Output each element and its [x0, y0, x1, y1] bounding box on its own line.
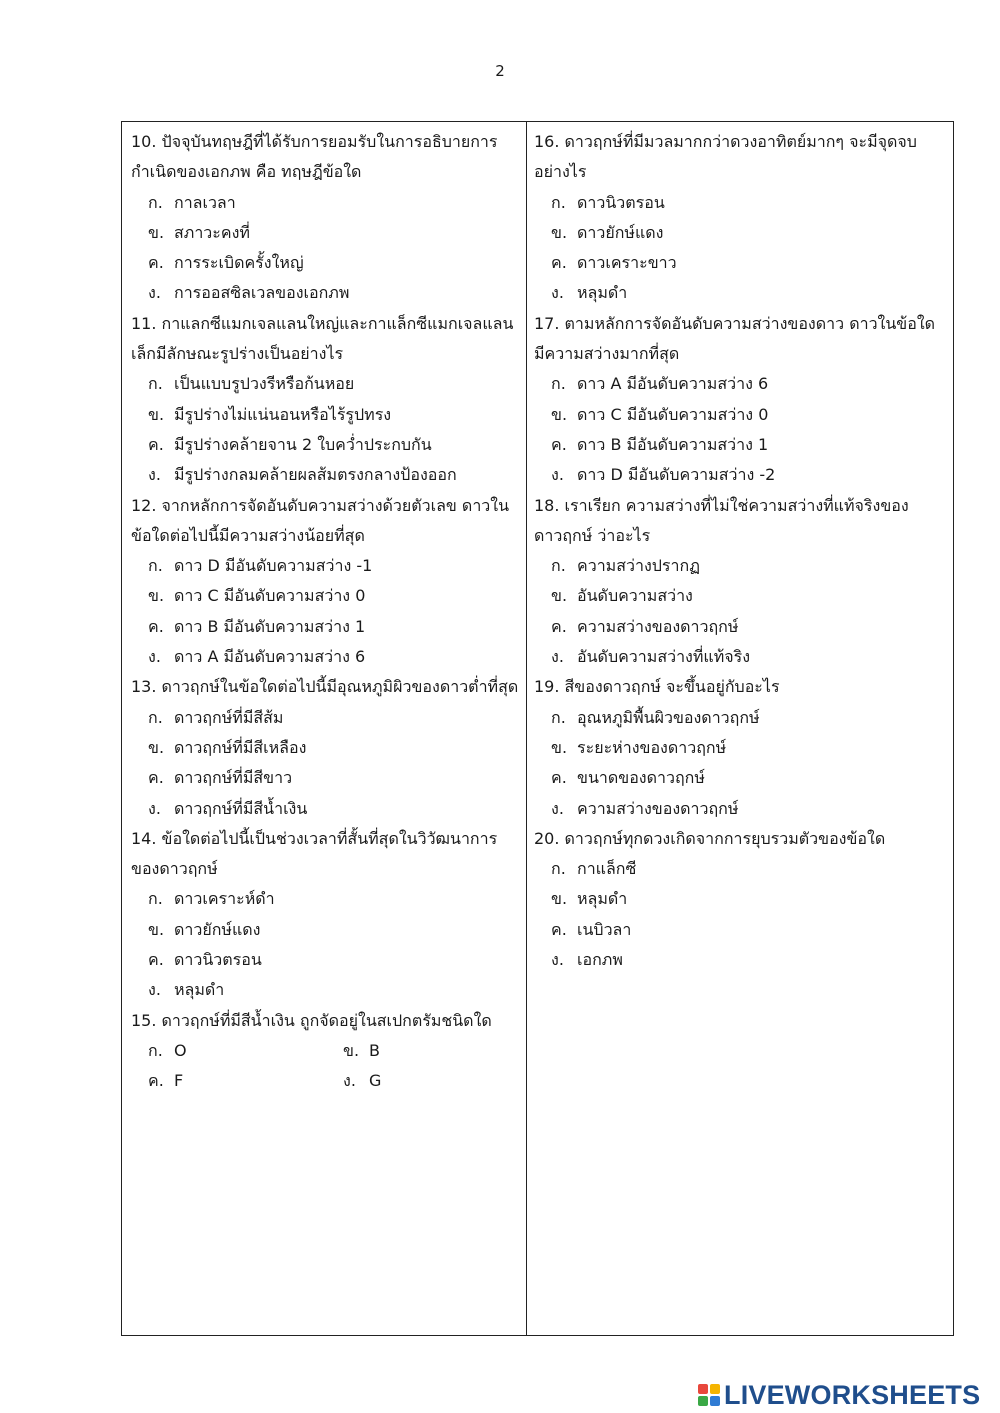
right-column	[534, 127, 944, 975]
question-text: 19. สีของดาวฤกษ์ จะขึ้นอยู่กับอะไร	[534, 677, 780, 697]
option-text: ดาว C มีอันดับความสว่าง 0	[577, 404, 769, 424]
answer-option	[131, 188, 521, 218]
option-text: ดาว B มีอันดับความสว่าง 1	[174, 616, 366, 636]
answer-option	[131, 975, 521, 1005]
question-item	[131, 672, 521, 823]
option-text: G	[369, 1071, 382, 1091]
option-letter: ก.	[148, 192, 163, 212]
option-text: ดาวยักษ์แดง	[174, 919, 261, 939]
question-text: 16. ดาวฤกษ์ที่มีมวลมากกว่าดวงอาทิตย์มากๆ จะมีจุดจบอย่างไร	[534, 132, 917, 182]
logo-square-4	[710, 1396, 720, 1406]
option-text: กาแล็กซี	[577, 859, 637, 879]
answer-option	[534, 278, 944, 308]
option-text: มีรูปร่างไม่แน่นอนหรือไร้รูปทรง	[174, 404, 392, 424]
answer-option	[534, 612, 944, 642]
option-letter: ง.	[148, 465, 161, 485]
option-text: O	[174, 1040, 187, 1060]
liveworksheets-logo[interactable]	[698, 1379, 980, 1411]
option-letter: ข.	[551, 404, 568, 424]
answer-option	[131, 1036, 326, 1066]
option-text: ความสว่างของดาวฤกษ์	[577, 798, 739, 818]
answer-option	[534, 581, 944, 611]
answer-option	[131, 460, 521, 490]
question-item	[534, 824, 944, 975]
option-text: ดาว A มีอันดับความสว่าง 6	[174, 647, 366, 667]
question-item	[534, 127, 944, 309]
option-text: ความสว่างปรากฏ	[577, 556, 700, 576]
option-letter: ข.	[343, 1040, 360, 1060]
option-letter: ข.	[551, 737, 568, 757]
option-letter: ง.	[148, 283, 161, 303]
answer-option	[131, 278, 521, 308]
option-letter: ก.	[148, 556, 163, 576]
option-letter: ค.	[551, 253, 567, 273]
option-text: การระเบิดครั้งใหญ่	[174, 253, 304, 273]
question-text: 20. ดาวฤกษ์ทุกดวงเกิดจากการยุบรวมตัวของข้อใด	[534, 828, 886, 848]
option-text: ดาว D มีอันดับความสว่าง -2	[577, 465, 776, 485]
option-letter: ง.	[551, 798, 564, 818]
page-number: 2	[495, 62, 505, 80]
option-letter: ก.	[148, 707, 163, 727]
option-letter: ค.	[551, 616, 567, 636]
answer-option	[534, 854, 944, 884]
option-text: เอกภพ	[577, 950, 623, 970]
option-text: ดาวยักษ์แดง	[577, 222, 664, 242]
answer-option	[534, 884, 944, 914]
answer-option	[131, 612, 521, 642]
question-text: 10. ปัจจุบันทฤษฎีที่ได้รับการยอมรับในการอธิบายการกำเนิดของเอกภพ คือ ทฤษฎีข้อใด	[131, 132, 498, 182]
answer-option	[131, 794, 521, 824]
answer-option	[326, 1036, 521, 1066]
answer-option	[534, 460, 944, 490]
answer-option	[534, 430, 944, 460]
answer-option	[131, 218, 521, 248]
option-letter: ง.	[551, 283, 564, 303]
option-letter: ง.	[551, 950, 564, 970]
question-item	[131, 824, 521, 1006]
option-letter: ง.	[148, 647, 161, 667]
option-letter: ค.	[148, 253, 164, 273]
answer-option	[534, 703, 944, 733]
question-table	[121, 121, 954, 1336]
option-letter: ง.	[551, 465, 564, 485]
logo-square-2	[710, 1384, 720, 1394]
option-text: สภาวะคงที่	[174, 222, 250, 242]
option-letter: ก.	[551, 859, 566, 879]
option-text: หลุมดำ	[174, 980, 225, 1000]
option-text: ดาว D มีอันดับความสว่าง -1	[174, 556, 373, 576]
question-text: 12. จากหลักการจัดอันดับความสว่างด้วยตัวเลข ดาวในข้อใดต่อไปนี้มีความสว่างน้อยที่สุด	[131, 495, 510, 545]
question-item	[534, 491, 944, 673]
option-text: ดาวเคราะขาว	[577, 253, 677, 273]
question-item	[131, 1006, 521, 1097]
option-letter: ง.	[148, 980, 161, 1000]
option-text: มีรูปร่างกลมคล้ายผลส้มตรงกลางป้องออก	[174, 465, 457, 485]
answer-option	[131, 400, 521, 430]
option-letter: ข.	[148, 222, 165, 242]
option-letter: ค.	[148, 768, 164, 788]
option-letter: ค.	[551, 768, 567, 788]
answer-option	[131, 915, 521, 945]
option-letter: ก.	[148, 374, 163, 394]
option-letter: ค.	[551, 434, 567, 454]
option-text: F	[174, 1071, 184, 1091]
answer-option	[131, 703, 521, 733]
option-text: ดาวนิวตรอน	[174, 950, 262, 970]
option-letter: ก.	[148, 1040, 163, 1060]
option-text: ดาวฤกษ์ที่มีสีขาว	[174, 768, 293, 788]
answer-option	[534, 763, 944, 793]
answer-option-row	[131, 1036, 521, 1066]
answer-option	[534, 551, 944, 581]
option-text: B	[369, 1040, 380, 1060]
option-letter: ง.	[551, 647, 564, 667]
answer-option	[534, 945, 944, 975]
option-letter: ข.	[148, 586, 165, 606]
question-item	[534, 672, 944, 823]
option-text: เนบิวลา	[577, 919, 632, 939]
option-letter: ข.	[148, 737, 165, 757]
logo-square-1	[698, 1384, 708, 1394]
answer-option	[131, 733, 521, 763]
option-letter: ข.	[148, 919, 165, 939]
option-text: เป็นแบบรูปวงรีหรือก้นหอย	[174, 374, 355, 394]
option-text: ดาวฤกษ์ที่มีสีน้ำเงิน	[174, 798, 308, 818]
option-text: ระยะห่างของดาวฤกษ์	[577, 737, 727, 757]
question-text: 11. กาแลกซีแมกเจลแลนใหญ่และกาแล็กซีแมกเจลแลนเล็กมีลักษณะรูปร่างเป็นอย่างไร	[131, 313, 514, 364]
question-text: 13. ดาวฤกษ์ในข้อใดต่อไปนี้มีอุณหภูมิผิวของดาวต่ำที่สุด	[131, 677, 519, 697]
question-text: 15. ดาวฤกษ์ที่มีสีน้ำเงิน ถูกจัดอยู่ในสเปกตรัมชนิดใด	[131, 1010, 492, 1030]
question-item	[131, 309, 521, 491]
option-text: อันดับความสว่าง	[577, 586, 693, 606]
answer-option	[534, 915, 944, 945]
answer-option	[534, 733, 944, 763]
question-item	[131, 491, 521, 673]
answer-option	[131, 551, 521, 581]
option-text: หลุมดำ	[577, 889, 628, 909]
option-text: กาลเวลา	[174, 192, 236, 212]
left-column	[131, 127, 521, 1097]
logo-text: LIVEWORKSHEETS	[724, 1379, 981, 1410]
option-letter: ค.	[148, 616, 164, 636]
option-letter: ข.	[551, 586, 568, 606]
option-text: ดาวฤกษ์ที่มีสีส้ม	[174, 707, 284, 727]
answer-option	[534, 642, 944, 672]
option-letter: ค.	[148, 1071, 164, 1091]
option-letter: ก.	[551, 374, 566, 394]
option-letter: ก.	[551, 556, 566, 576]
option-text: มีรูปร่างคล้ายจาน 2 ใบคว่ำประกบกัน	[174, 434, 432, 454]
answer-option-row	[131, 1066, 521, 1096]
answer-option	[131, 581, 521, 611]
option-letter: ข.	[551, 222, 568, 242]
option-text: ดาวเคราะห์ดำ	[174, 889, 275, 909]
option-letter: ก.	[551, 192, 566, 212]
option-letter: ก.	[148, 889, 163, 909]
question-item	[534, 309, 944, 491]
answer-option	[534, 794, 944, 824]
answer-option	[534, 188, 944, 218]
option-letter: ง.	[148, 798, 161, 818]
option-letter: ง.	[343, 1071, 356, 1091]
answer-option	[131, 945, 521, 975]
option-text: อันดับความสว่างที่แท้จริง	[577, 647, 751, 667]
option-letter: ข.	[551, 889, 568, 909]
column-divider	[526, 122, 527, 1335]
option-text: ดาว B มีอันดับความสว่าง 1	[577, 434, 769, 454]
option-text: ดาว C มีอันดับความสว่าง 0	[174, 586, 366, 606]
answer-option	[534, 218, 944, 248]
option-letter: ค.	[551, 919, 567, 939]
option-letter: ค.	[148, 434, 164, 454]
liveworksheets-logo-icon	[698, 1384, 720, 1406]
question-text: 18. เราเรียก ความสว่างที่ไม่ใช่ความสว่างที่แท้จริงของดาวฤกษ์ ว่าอะไร	[534, 495, 909, 545]
answer-option	[131, 1066, 326, 1096]
option-text: ดาว A มีอันดับความสว่าง 6	[577, 374, 769, 394]
answer-option	[534, 400, 944, 430]
option-text: การออสซิลเวลของเอกภพ	[174, 283, 350, 303]
logo-square-3	[698, 1396, 708, 1406]
answer-option	[131, 763, 521, 793]
option-text: ดาวฤกษ์ที่มีสีเหลือง	[174, 737, 307, 757]
answer-option	[131, 642, 521, 672]
answer-option	[131, 430, 521, 460]
answer-option	[534, 369, 944, 399]
answer-option	[131, 884, 521, 914]
answer-option	[326, 1066, 521, 1096]
option-letter: ก.	[551, 707, 566, 727]
option-letter: ค.	[148, 950, 164, 970]
option-text: อุณหภูมิพื้นผิวของดาวฤกษ์	[577, 707, 760, 727]
option-text: หลุมดำ	[577, 283, 628, 303]
answer-option	[534, 248, 944, 278]
option-letter: ข.	[148, 404, 165, 424]
answer-option	[131, 369, 521, 399]
question-text: 14. ข้อใดต่อไปนี้เป็นช่วงเวลาที่สั้นที่สุดในวิวัฒนาการของดาวฤกษ์	[131, 828, 498, 879]
option-text: ขนาดของดาวฤกษ์	[577, 768, 705, 788]
question-item	[131, 127, 521, 309]
question-text: 17. ตามหลักการจัดอันดับความสว่างของดาว ดาวในข้อใดมีความสว่างมากที่สุด	[534, 313, 936, 364]
answer-option	[131, 248, 521, 278]
option-text: ดาวนิวตรอน	[577, 192, 665, 212]
option-text: ความสว่างของดาวฤกษ์	[577, 616, 739, 636]
